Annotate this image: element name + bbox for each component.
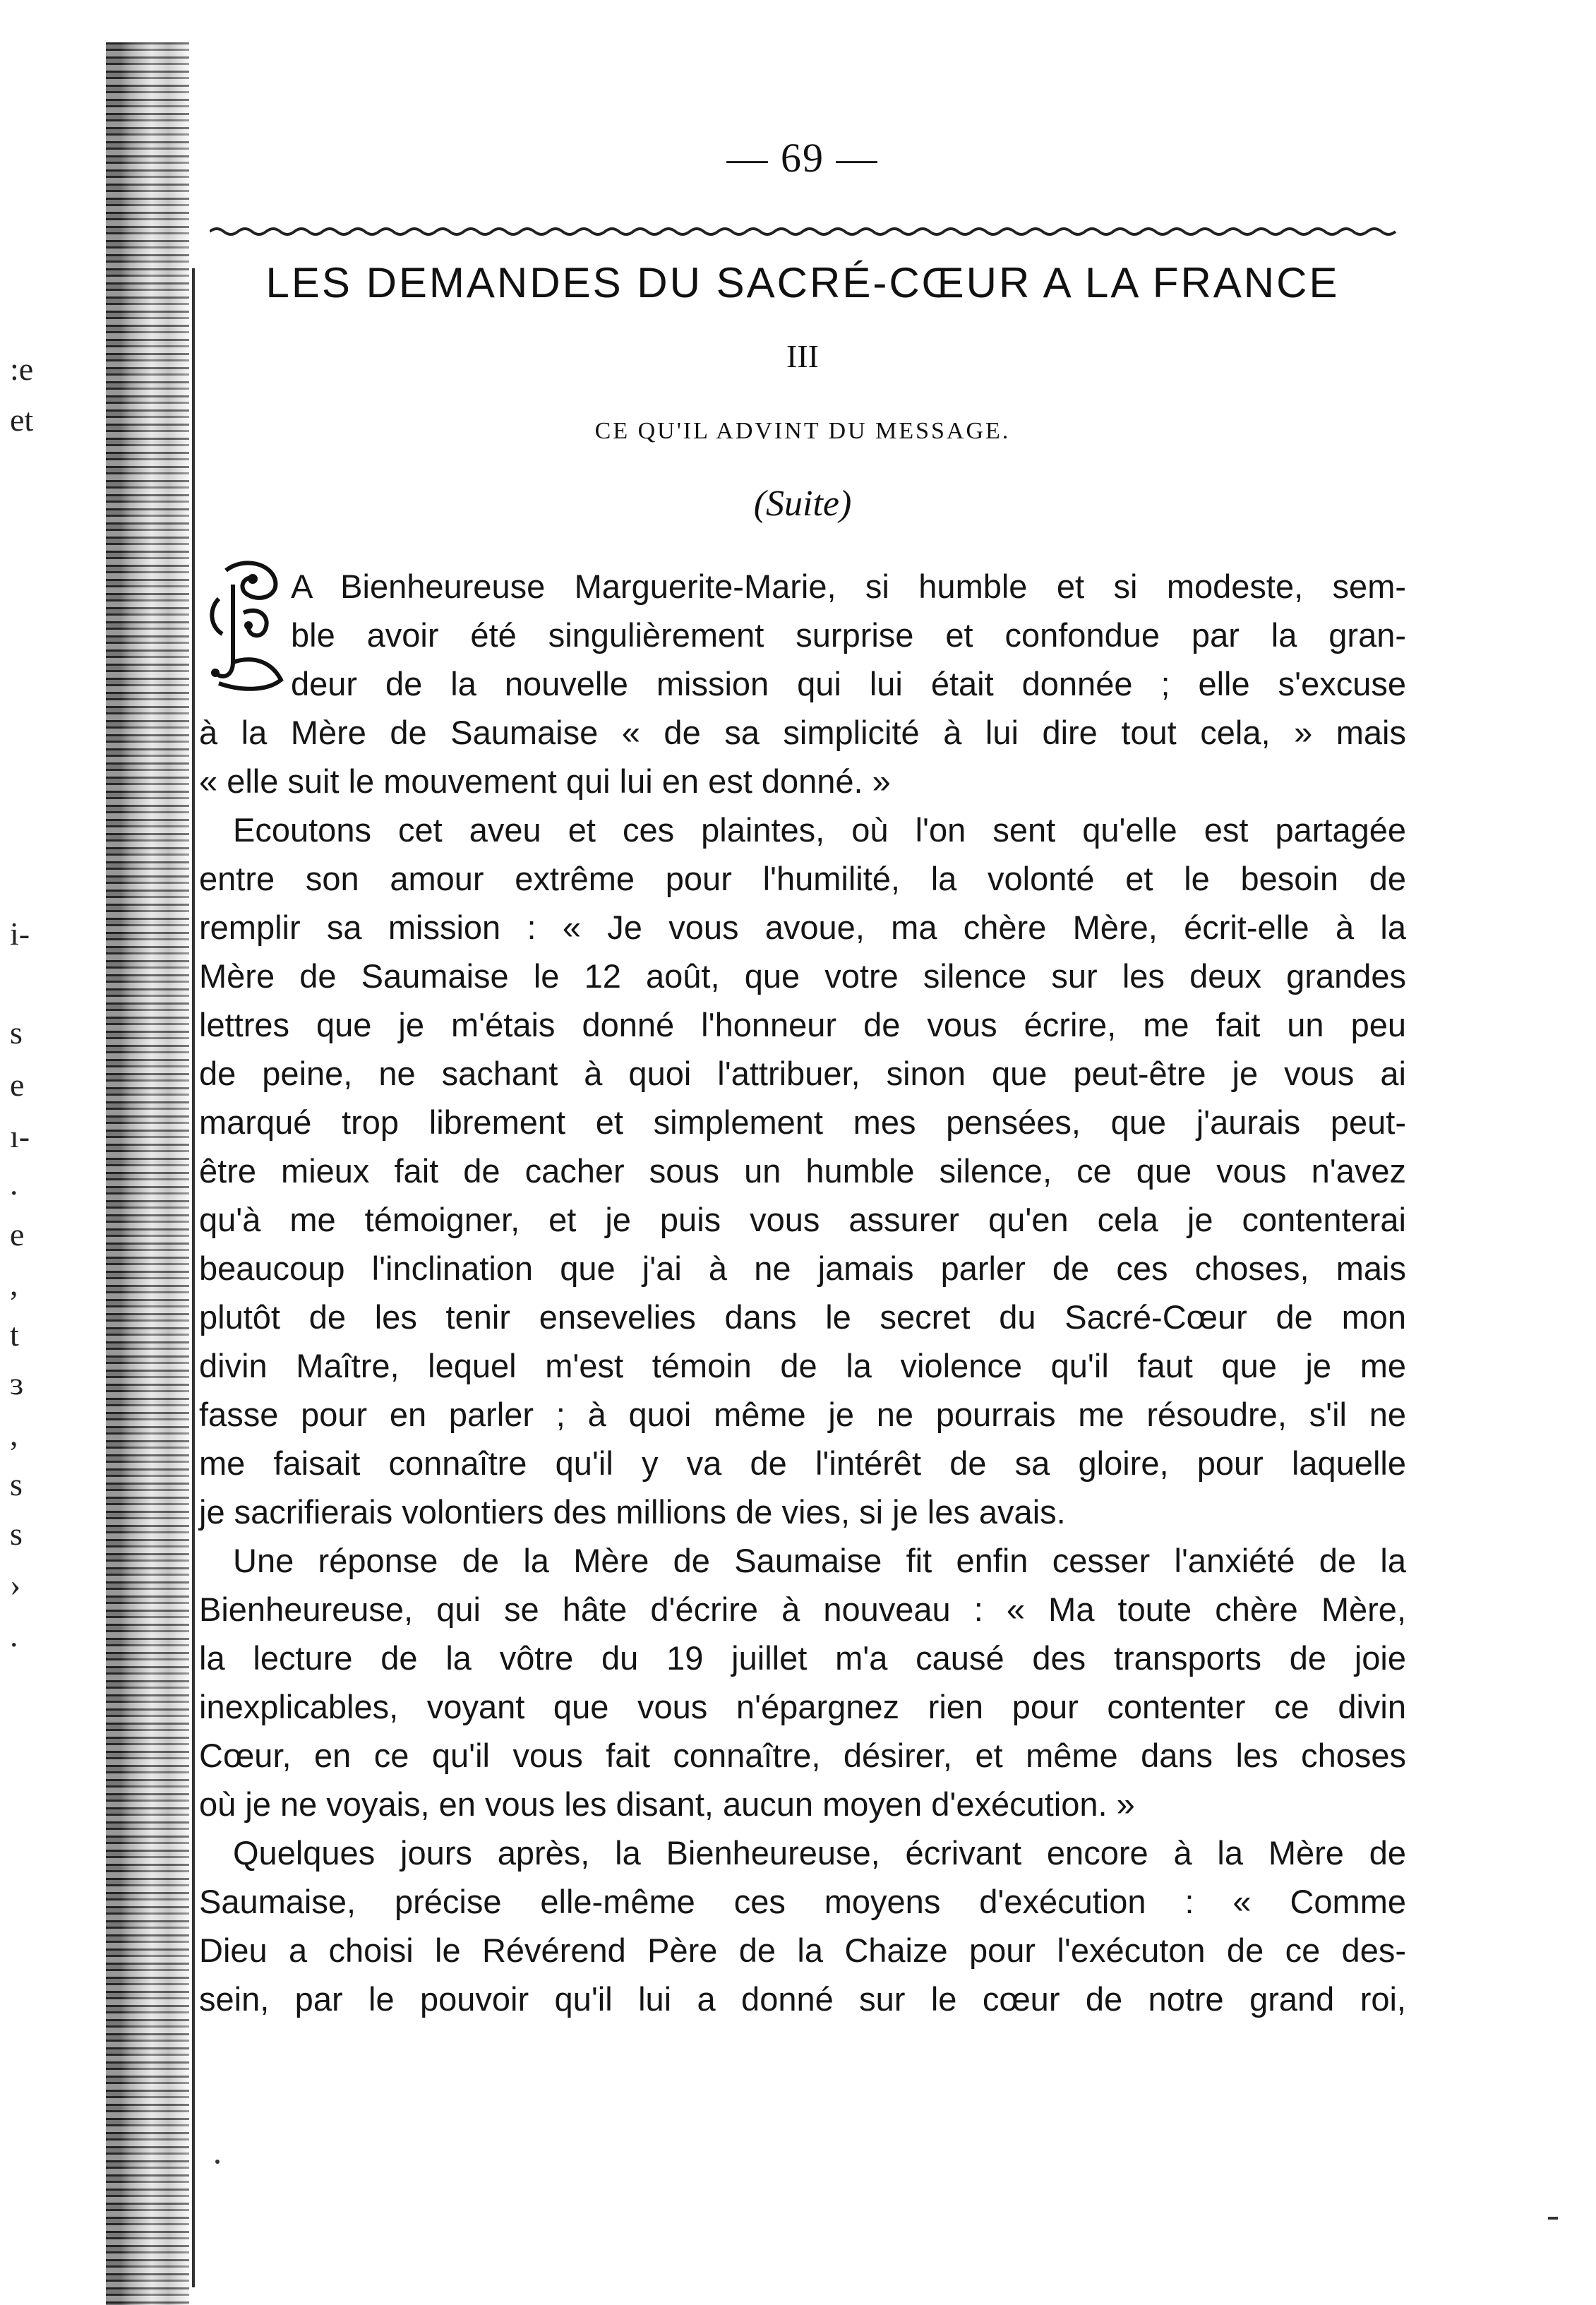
text-line: ble avoir été singulièrement surprise et confondue par la gran- [291,616,1406,654]
fragment: , [10,1416,18,1452]
text-line: marqué trop librement et simplement mes pensées, que j'aurais peut- [199,1103,1406,1141]
fragment: i- [10,916,30,952]
fragment: ɜ [10,1365,24,1401]
fragment: et [10,402,34,438]
text-line: la lecture de la vôtre du 19 juillet m'a causé des transports de joie [199,1639,1406,1677]
fragment: s [10,1516,23,1552]
text-line: me faisait connaître qu'il y va de l'intérêt de sa gloire, pour laquelle [199,1444,1406,1482]
fragment: s [10,1014,23,1050]
paragraph-1 [199,562,1406,806]
text-line: Quelques jours après, la Bienheureuse, écrivant encore à la Mère de [233,1834,1406,1872]
fragment: :e [10,351,34,387]
fragment: ı- [10,1118,30,1154]
book-page [199,0,1406,2305]
text-line: divin Maître, lequel m'est témoin de la violence qu'il faut que je me [199,1347,1406,1384]
fragment: › [10,1567,21,1603]
fragment: . [10,1166,18,1202]
ornamental-rule [210,224,1403,239]
text-line: où je ne voyais, en vous les disant, aucun moyen d'exécution. » [199,1785,1135,1823]
paragraph-2 [199,806,1406,1536]
fragment: e [10,1067,25,1103]
text-line: fasse pour en parler ; à quoi même je ne pourrais me résoudre, s'il ne [199,1396,1406,1433]
text-line: Une réponse de la Mère de Saumaise fit enfin cesser l'anxiété de la [233,1542,1406,1579]
text-line: de peine, ne sachant à quoi l'attribuer, sinon que peut-être je vous ai [199,1055,1406,1092]
continued-label: (Suite) [753,484,852,524]
fragment: t [10,1317,19,1353]
text-line: Saumaise, précise elle-même ces moyens d'exécution : « Comme [199,1883,1406,1920]
section-number: III [786,338,819,374]
text-line: à la Mère de Saumaise « de sa simplicité à lui dire tout cela, » mais [199,714,1406,751]
text-line: inexplicables, voyant que vous n'épargnez rien pour contenter ce divin [199,1688,1406,1725]
text-line: deur de la nouvelle mission qui lui était donnée ; elle s'excuse [291,665,1406,702]
text-line: « elle suit le mouvement qui lui en est donné. » [199,762,891,800]
paragraph-3 [199,1536,1406,1828]
fragment: e [10,1216,25,1252]
margin-rule [192,268,195,2287]
ink-speck [215,2160,220,2164]
fragment: s [10,1466,23,1502]
fragment: . [10,1617,18,1653]
text-line: Ecoutons cet aveu et ces plaintes, où l'on sent qu'elle est partagée [233,811,1406,849]
fragment: , [10,1266,18,1302]
text-line: Mère de Saumaise le 12 août, que votre silence sur les deux grandes [199,957,1406,995]
text-line: Cœur, en ce qu'il vous fait connaître, désirer, et même dans les choses [199,1737,1406,1774]
chapter-title: LES DEMANDES DU SACRÉ-CŒUR A LA FRANCE [265,259,1340,306]
text-line: sein, par le pouvoir qu'il lui a donné sur le cœur de notre grand roi, [199,1980,1406,2018]
text-line: entre son amour extrême pour l'humilité, la volonté et le besoin de [199,860,1406,897]
text-line: lettres que je m'étais donné l'honneur de vous écrire, me fait un peu [199,1006,1406,1043]
ink-mark [1548,2217,1558,2220]
text-line: Bienheureuse, qui se hâte d'écrire à nouveau : « Ma toute chère Mère, [199,1591,1406,1628]
text-line: qu'à me témoigner, et je puis vous assurer qu'en cela je contenterai [199,1201,1406,1238]
text-line: beaucoup l'inclination que j'ai à ne jamais parler de ces choses, mais [199,1250,1406,1287]
text-line: plutôt de les tenir ensevelies dans le secret du Sacré-Cœur de mon [199,1298,1406,1336]
book-binding [106,42,189,2305]
text-line: A Bienheureuse Marguerite-Marie, si humble et si modeste, sem- [291,568,1406,605]
facing-page-fragments [0,0,106,2305]
text-line: remplir sa mission : « Je vous avoue, ma chère Mère, écrit-elle à la [199,909,1406,946]
text-line: je sacrifierais volontiers des millions de vies, si je les avais. [199,1493,1066,1531]
section-subtitle: CE QU'IL ADVINT DU MESSAGE. [594,418,1011,444]
page-number: — 69 — [726,135,879,181]
paragraph-4 [199,1828,1406,2023]
text-line: Dieu a choisi le Révérend Père de la Chaize pour l'exécuton de ce des- [199,1932,1406,1969]
text-line: être mieux fait de cacher sous un humble silence, ce que vous n'avez [199,1152,1406,1190]
